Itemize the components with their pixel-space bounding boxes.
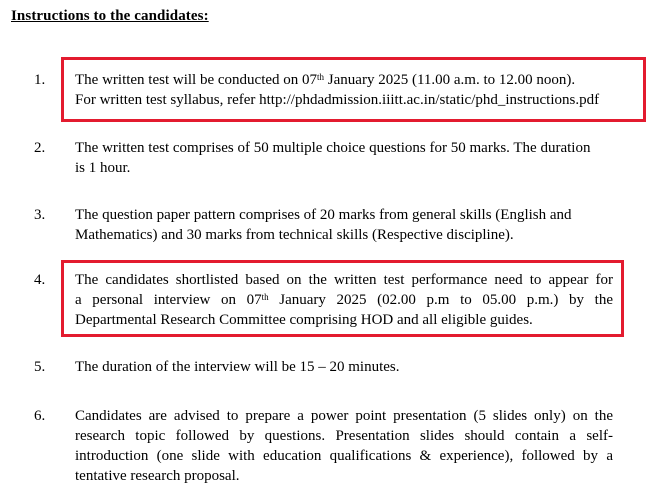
item-number: 4.	[34, 272, 46, 288]
item-line: The written test will be conducted on 07th January 2025 (11.00 a.m. to 12.00 noon).	[75, 72, 576, 88]
item-line: For written test syllabus, refer http://phdadmission.iiitt.ac.in/static/phd_instructions.pdf	[75, 92, 600, 108]
item-line: The duration of the interview will be 15 – 20 minutes.	[75, 359, 400, 375]
highlight-box-item-4	[61, 260, 624, 337]
highlight-box-item-1	[61, 57, 646, 122]
item-line: tentative research proposal.	[75, 468, 240, 484]
item-text	[75, 205, 613, 245]
item-line: Departmental Research Committee comprising HOD and all eligible guides.	[75, 312, 533, 328]
item-line: Candidates are advised to prepare a power point presentation (5 slides only) on the	[75, 408, 613, 424]
item-line: introduction (one slide with education qualifications & experience), followed by a	[75, 448, 613, 464]
item-line: The written test comprises of 50 multiple choice questions for 50 marks. The duration	[75, 140, 591, 156]
item-number: 3.	[34, 207, 46, 223]
item-number: 5.	[34, 359, 46, 375]
item-line: The question paper pattern comprises of 20 marks from general skills (English and	[75, 207, 572, 223]
item-number: 2.	[34, 140, 46, 156]
item-text	[75, 357, 613, 377]
item-line: is 1 hour.	[75, 160, 131, 176]
page-heading: Instructions to the candidates:	[11, 8, 209, 24]
item-number: 6.	[34, 408, 46, 424]
item-line: research topic followed by questions. Presentation slides should contain a self-	[75, 428, 613, 444]
item-text	[75, 138, 613, 178]
item-line: Mathematics) and 30 marks from technical skills (Respective discipline).	[75, 227, 514, 243]
item-text	[75, 406, 613, 486]
item-number: 1.	[34, 72, 46, 88]
item-line: The candidates shortlisted based on the written test performance need to appear for	[75, 272, 613, 288]
item-line: a personal interview on 07th January 2025 (02.00 p.m to 05.00 p.m.) by the	[75, 292, 613, 308]
